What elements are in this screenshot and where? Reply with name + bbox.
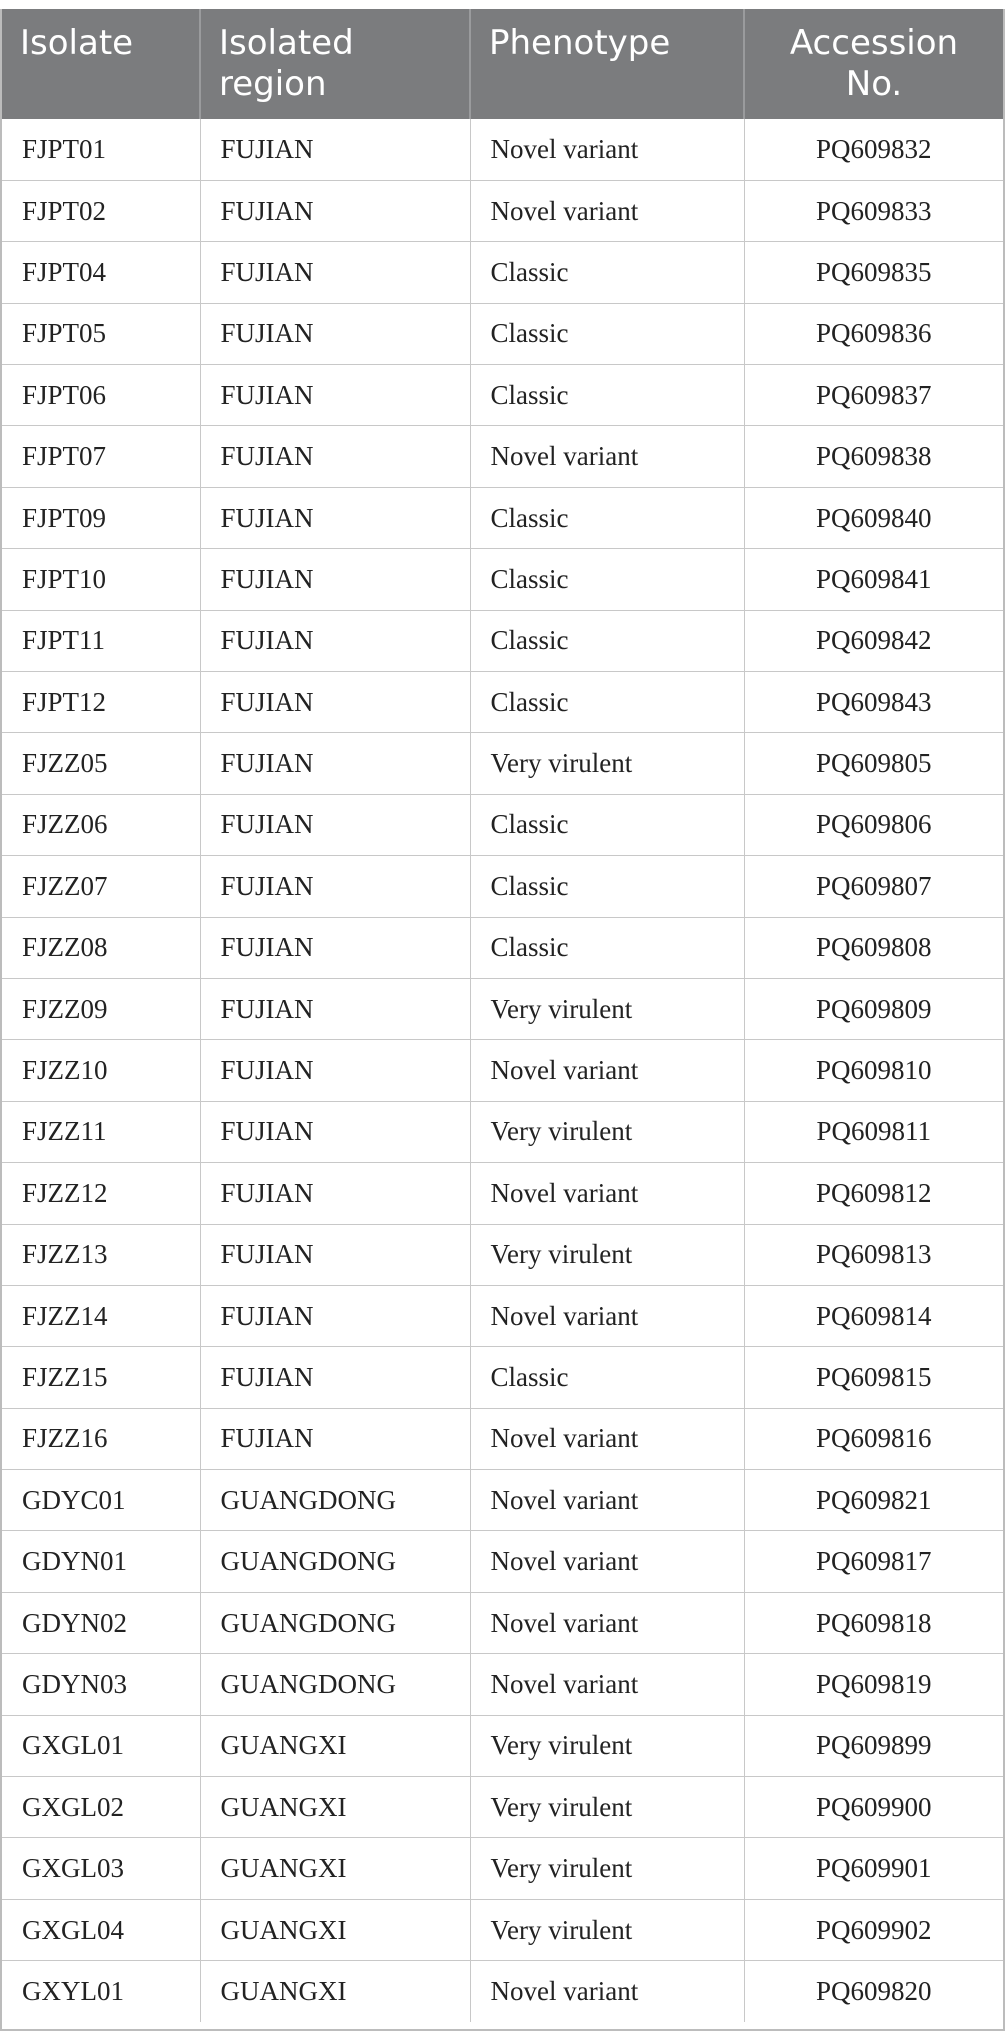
cell-isolate: FJPT11 — [2, 610, 200, 671]
cell-accession-no: PQ609833 — [744, 180, 1003, 241]
cell-accession-no: PQ609805 — [744, 733, 1003, 794]
header-phenotype — [470, 9, 744, 119]
table-row — [2, 672, 1003, 733]
table-row — [2, 1408, 1003, 1469]
cell-isolate: FJPT05 — [2, 303, 200, 364]
cell-phenotype: Classic — [470, 917, 744, 978]
table-row — [2, 1961, 1003, 2022]
cell-isolate: GXGL02 — [2, 1777, 200, 1838]
table-row — [2, 1347, 1003, 1408]
cell-accession-no: PQ609836 — [744, 303, 1003, 364]
cell-isolated-region: FUJIAN — [200, 856, 470, 917]
cell-isolate: GDYN03 — [2, 1654, 200, 1715]
cell-isolated-region: GUANGXI — [200, 1961, 470, 2022]
table-row — [2, 1163, 1003, 1224]
table-row — [2, 487, 1003, 548]
cell-phenotype: Novel variant — [470, 1654, 744, 1715]
cell-isolate: FJPT02 — [2, 180, 200, 241]
cell-accession-no: PQ609816 — [744, 1408, 1003, 1469]
header-region-line1: Isolated — [219, 23, 354, 63]
cell-isolate: GDYN01 — [2, 1531, 200, 1592]
cell-phenotype: Novel variant — [470, 1961, 744, 2022]
table-row — [2, 1777, 1003, 1838]
cell-phenotype: Very virulent — [470, 733, 744, 794]
cell-phenotype: Classic — [470, 856, 744, 917]
cell-isolate: FJZZ08 — [2, 917, 200, 978]
table-row — [2, 610, 1003, 671]
cell-phenotype: Very virulent — [470, 1899, 744, 1960]
cell-isolated-region: GUANGXI — [200, 1899, 470, 1960]
table-row — [2, 549, 1003, 610]
cell-accession-no: PQ609814 — [744, 1285, 1003, 1346]
cell-isolate: GXGL04 — [2, 1899, 200, 1960]
cell-isolate: FJPT09 — [2, 487, 200, 548]
table-row — [2, 1715, 1003, 1776]
table-row — [2, 1285, 1003, 1346]
cell-isolated-region: FUJIAN — [200, 119, 470, 180]
cell-phenotype: Novel variant — [470, 1285, 744, 1346]
cell-phenotype: Novel variant — [470, 180, 744, 241]
cell-isolated-region: GUANGXI — [200, 1715, 470, 1776]
table-row — [2, 1654, 1003, 1715]
cell-isolate: FJPT01 — [22, 133, 107, 164]
header-region-line2: region — [219, 64, 327, 104]
table-row — [2, 1838, 1003, 1899]
cell-phenotype: Novel variant — [470, 1531, 744, 1592]
cell-accession-no: PQ609841 — [744, 549, 1003, 610]
cell-isolated-region: FUJIAN — [200, 549, 470, 610]
cell-isolated-region: FUJIAN — [200, 180, 470, 241]
cell-accession-no: PQ609843 — [744, 672, 1003, 733]
cell-isolate: FJZZ06 — [2, 794, 200, 855]
cell-isolate: FJPT04 — [2, 242, 200, 303]
cell-accession-no: PQ609806 — [744, 794, 1003, 855]
cell-isolated-region: GUANGDONG — [200, 1470, 470, 1531]
table-row — [2, 365, 1003, 426]
cell-isolated-region: FUJIAN — [200, 978, 470, 1039]
cell-accession-no: PQ609811 — [744, 1101, 1003, 1162]
table-row — [2, 242, 1003, 303]
cell-isolated-region: FUJIAN — [200, 1163, 470, 1224]
cell-isolate: FJZZ11 — [2, 1101, 200, 1162]
cell-phenotype: Classic — [470, 487, 744, 548]
header-accession — [744, 9, 1003, 119]
cell-phenotype: Classic — [470, 794, 744, 855]
cell-phenotype: Classic — [470, 672, 744, 733]
table-body — [2, 119, 1003, 2022]
cell-isolated-region: FUJIAN — [200, 1101, 470, 1162]
cell-phenotype: Novel variant — [470, 426, 744, 487]
table-row — [2, 303, 1003, 364]
table-row — [2, 794, 1003, 855]
cell-isolated-region: FUJIAN — [200, 242, 470, 303]
cell-isolated-region: FUJIAN — [200, 487, 470, 548]
cell-accession-no: PQ609815 — [744, 1347, 1003, 1408]
cell-phenotype: Classic — [470, 610, 744, 671]
table-row — [2, 1040, 1003, 1101]
cell-accession-no: PQ609832 — [744, 119, 1003, 180]
cell-accession-no: PQ609808 — [744, 917, 1003, 978]
cell-isolate: GXYL01 — [2, 1961, 200, 2022]
table-row — [2, 180, 1003, 241]
cell-accession-no: PQ609835 — [744, 242, 1003, 303]
cell-isolated-region: FUJIAN — [200, 917, 470, 978]
header-row — [2, 9, 1003, 119]
isolate-table — [2, 9, 1003, 2022]
cell-accession-no: PQ609812 — [744, 1163, 1003, 1224]
cell-accession-no: PQ609820 — [744, 1961, 1003, 2022]
cell-accession-no: PQ609818 — [744, 1592, 1003, 1653]
cell-accession-no: PQ609899 — [744, 1715, 1003, 1776]
cell-isolated-region: FUJIAN — [200, 1224, 470, 1285]
table-row — [2, 1470, 1003, 1531]
cell-phenotype: Very virulent — [470, 1777, 744, 1838]
cell-accession-no: PQ609810 — [744, 1040, 1003, 1101]
table-header — [2, 9, 1003, 119]
cell-isolated-region: FUJIAN — [200, 794, 470, 855]
table-row — [2, 1899, 1003, 1960]
cell-isolated-region: GUANGDONG — [200, 1654, 470, 1715]
header-phenotype-label: Phenotype — [489, 23, 671, 63]
cell-isolated-region: FUJIAN — [200, 365, 470, 426]
header-isolate-label: Isolate — [20, 23, 134, 63]
cell-accession-no: PQ609837 — [744, 365, 1003, 426]
cell-isolated-region: FUJIAN — [200, 303, 470, 364]
table-row — [2, 856, 1003, 917]
cell-phenotype: Very virulent — [470, 978, 744, 1039]
cell-isolated-region: FUJIAN — [200, 733, 470, 794]
table-row — [2, 426, 1003, 487]
cell-isolate: FJPT10 — [2, 549, 200, 610]
cell-isolated-region: FUJIAN — [200, 672, 470, 733]
cell-accession-no: PQ609842 — [744, 610, 1003, 671]
cell-accession-no: PQ609901 — [744, 1838, 1003, 1899]
cell-isolate: GXGL01 — [2, 1715, 200, 1776]
cell-phenotype: Novel variant — [470, 119, 744, 180]
cell-isolate: FJZZ05 — [2, 733, 200, 794]
header-isolated-region — [200, 9, 470, 119]
cell-accession-no: PQ609900 — [744, 1777, 1003, 1838]
table-row — [2, 1592, 1003, 1653]
cell-accession-no: PQ609819 — [744, 1654, 1003, 1715]
cell-isolated-region: GUANGXI — [200, 1777, 470, 1838]
cell-accession-no: PQ609838 — [744, 426, 1003, 487]
cell-accession-no: PQ609840 — [744, 487, 1003, 548]
cell-phenotype: Very virulent — [470, 1715, 744, 1776]
cell-isolate: FJPT07 — [2, 426, 200, 487]
cell-accession-no: PQ609817 — [744, 1531, 1003, 1592]
cell-phenotype: Classic — [470, 303, 744, 364]
cell-phenotype: Very virulent — [470, 1838, 744, 1899]
cell-isolate: GDYC01 — [2, 1470, 200, 1531]
cell-phenotype: Classic — [470, 549, 744, 610]
cell-isolated-region: FUJIAN — [200, 1040, 470, 1101]
cell-isolated-region: FUJIAN — [200, 1347, 470, 1408]
cell-phenotype: Classic — [470, 1347, 744, 1408]
cell-isolate: FJZZ14 — [2, 1285, 200, 1346]
cell-accession-no: PQ609807 — [744, 856, 1003, 917]
cell-isolate: GDYN02 — [2, 1592, 200, 1653]
cell-isolated-region: FUJIAN — [200, 426, 470, 487]
cell-isolate: GXGL03 — [2, 1838, 200, 1899]
cell-accession-no: PQ609813 — [744, 1224, 1003, 1285]
cell-phenotype: Novel variant — [470, 1163, 744, 1224]
cell-isolated-region: FUJIAN — [200, 1285, 470, 1346]
cell-phenotype: Novel variant — [470, 1408, 744, 1469]
cell-phenotype: Novel variant — [470, 1040, 744, 1101]
table-row — [2, 733, 1003, 794]
cell-isolated-region: FUJIAN — [200, 1408, 470, 1469]
cell-phenotype: Classic — [470, 365, 744, 426]
table-row — [2, 978, 1003, 1039]
cell-isolate: FJZZ10 — [2, 1040, 200, 1101]
table-row — [2, 119, 1003, 180]
cell-phenotype: Very virulent — [470, 1101, 744, 1162]
cell-phenotype: Very virulent — [470, 1224, 744, 1285]
cell-accession-no: PQ609902 — [744, 1899, 1003, 1960]
cell-isolate: FJZZ16 — [2, 1408, 200, 1469]
cell-accession-no: PQ609809 — [744, 978, 1003, 1039]
cell-phenotype: Classic — [470, 242, 744, 303]
cell-isolate: FJZZ07 — [2, 856, 200, 917]
table-row — [2, 1224, 1003, 1285]
isolate-table-container — [0, 9, 1005, 2031]
cell-phenotype: Novel variant — [470, 1470, 744, 1531]
cell-accession-no: PQ609821 — [744, 1470, 1003, 1531]
cell-isolate: FJPT12 — [2, 672, 200, 733]
cell-isolated-region: GUANGXI — [200, 1838, 470, 1899]
table-row — [2, 1101, 1003, 1162]
cell-isolate: FJZZ13 — [2, 1224, 200, 1285]
cell-isolate: FJPT06 — [2, 365, 200, 426]
cell-isolate: FJZZ12 — [2, 1163, 200, 1224]
header-accession-line2: No. — [845, 64, 903, 104]
header-isolate — [2, 9, 200, 119]
table-row — [2, 917, 1003, 978]
header-accession-line1: Accession — [789, 23, 959, 63]
cell-isolate: FJZZ09 — [2, 978, 200, 1039]
cell-isolate: FJZZ15 — [2, 1347, 200, 1408]
cell-isolated-region: GUANGDONG — [200, 1592, 470, 1653]
cell-isolated-region: FUJIAN — [200, 610, 470, 671]
table-row — [2, 1531, 1003, 1592]
cell-phenotype: Novel variant — [470, 1592, 744, 1653]
cell-isolated-region: GUANGDONG — [200, 1531, 470, 1592]
